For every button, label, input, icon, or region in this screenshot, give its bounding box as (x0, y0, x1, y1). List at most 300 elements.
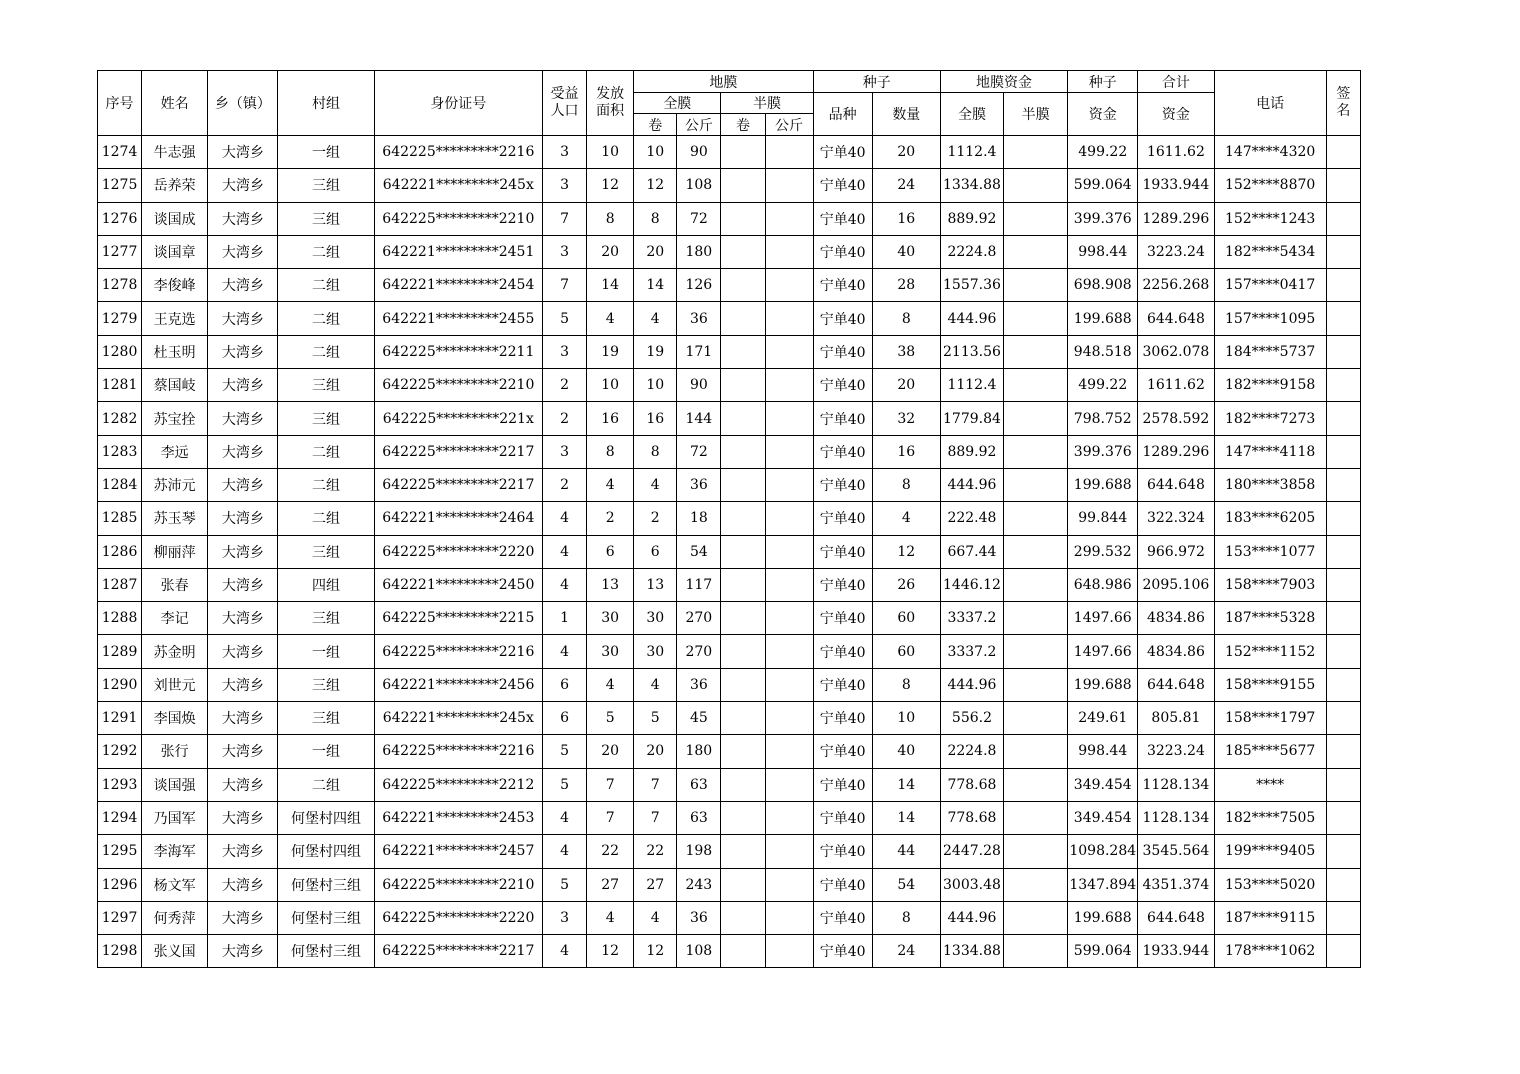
cell-full-fund: 444.96 (940, 468, 1003, 501)
cell-town: 大湾乡 (208, 568, 278, 601)
cell-qty: 8 (872, 668, 940, 701)
cell-town: 大湾乡 (208, 668, 278, 701)
cell-total: 1289.296 (1138, 435, 1214, 468)
cell-id: 642225*********2212 (374, 768, 542, 801)
cell-variety: 宁单40 (813, 535, 872, 568)
cell-name: 杨文军 (142, 868, 208, 901)
header-beneficiaries-text: 受益人口 (550, 86, 579, 119)
cell-seq: 1276 (98, 202, 142, 235)
cell-half-kg (765, 435, 813, 468)
cell-full-kg: 180 (677, 735, 721, 768)
cell-full-roll: 2 (634, 502, 677, 535)
cell-name: 苏宝拴 (142, 402, 208, 435)
header-full-film: 全膜 (634, 93, 721, 114)
cell-full-fund: 1334.88 (940, 169, 1003, 202)
cell-area: 8 (587, 202, 634, 235)
cell-variety: 宁单40 (813, 202, 872, 235)
cell-group: 三组 (278, 535, 374, 568)
cell-people: 7 (543, 269, 587, 302)
cell-group: 二组 (278, 435, 374, 468)
cell-full-kg: 243 (677, 868, 721, 901)
table-row (98, 302, 1361, 335)
cell-half-fund (1004, 302, 1068, 335)
cell-qty: 60 (872, 635, 940, 668)
cell-variety: 宁单40 (813, 369, 872, 402)
cell-name: 牛志强 (142, 136, 208, 169)
cell-area: 12 (587, 935, 634, 968)
cell-full-kg: 270 (677, 602, 721, 635)
cell-seed-fund: 948.518 (1068, 335, 1138, 368)
cell-half-kg (765, 202, 813, 235)
cell-half-kg (765, 568, 813, 601)
cell-seq: 1297 (98, 901, 142, 934)
cell-id: 642225*********2217 (374, 435, 542, 468)
cell-seed-fund: 399.376 (1068, 202, 1138, 235)
cell-name: 谈国强 (142, 768, 208, 801)
cell-qty: 4 (872, 502, 940, 535)
cell-seq: 1294 (98, 801, 142, 834)
cell-full-kg: 36 (677, 901, 721, 934)
cell-area: 10 (587, 369, 634, 402)
cell-seq: 1293 (98, 768, 142, 801)
cell-full-roll: 4 (634, 302, 677, 335)
cell-half-fund (1004, 468, 1068, 501)
cell-total: 2095.106 (1138, 568, 1214, 601)
cell-area: 20 (587, 735, 634, 768)
cell-full-fund: 3003.48 (940, 868, 1003, 901)
cell-full-roll: 30 (634, 635, 677, 668)
cell-full-fund: 222.48 (940, 502, 1003, 535)
cell-half-fund (1004, 502, 1068, 535)
cell-people: 5 (543, 735, 587, 768)
cell-seq: 1295 (98, 835, 142, 868)
cell-full-fund: 2113.56 (940, 335, 1003, 368)
cell-full-fund: 1557.36 (940, 269, 1003, 302)
cell-half-kg (765, 702, 813, 735)
cell-seq: 1289 (98, 635, 142, 668)
table-row (98, 768, 1361, 801)
cell-people: 4 (543, 635, 587, 668)
cell-group: 二组 (278, 302, 374, 335)
cell-half-kg (765, 269, 813, 302)
table-row (98, 835, 1361, 868)
header-seed-fund-top: 种子 (1068, 71, 1138, 93)
cell-full-kg: 198 (677, 835, 721, 868)
cell-seed-fund: 1098.284 (1068, 835, 1138, 868)
cell-qty: 44 (872, 835, 940, 868)
cell-area: 22 (587, 835, 634, 868)
table-row (98, 435, 1361, 468)
header-signature (1326, 71, 1360, 136)
cell-full-roll: 6 (634, 535, 677, 568)
cell-half-fund (1004, 568, 1068, 601)
cell-qty: 38 (872, 335, 940, 368)
cell-variety: 宁单40 (813, 568, 872, 601)
table-row (98, 668, 1361, 701)
header-film: 地膜 (634, 71, 813, 93)
table-row (98, 602, 1361, 635)
header-phone: 电话 (1214, 71, 1326, 136)
cell-group: 二组 (278, 235, 374, 268)
cell-seq: 1290 (98, 668, 142, 701)
cell-people: 4 (543, 502, 587, 535)
cell-id: 642225*********2210 (374, 868, 542, 901)
cell-town: 大湾乡 (208, 868, 278, 901)
cell-half-kg (765, 935, 813, 968)
cell-area: 20 (587, 235, 634, 268)
header-full-film-fund: 全膜 (940, 93, 1003, 136)
cell-full-fund: 556.2 (940, 702, 1003, 735)
cell-town: 大湾乡 (208, 502, 278, 535)
header-township: 乡（镇） (208, 71, 278, 136)
cell-id: 642225*********2216 (374, 635, 542, 668)
cell-full-kg: 90 (677, 369, 721, 402)
cell-group: 何堡村四组 (278, 835, 374, 868)
cell-people: 4 (543, 535, 587, 568)
cell-qty: 16 (872, 435, 940, 468)
cell-phone: 153****5020 (1214, 868, 1326, 901)
cell-full-kg: 63 (677, 801, 721, 834)
cell-phone: 187****5328 (1214, 602, 1326, 635)
cell-sign (1326, 402, 1360, 435)
table-body (98, 136, 1361, 968)
cell-phone: 147****4320 (1214, 136, 1326, 169)
cell-sign (1326, 602, 1360, 635)
cell-qty: 8 (872, 302, 940, 335)
cell-phone: 158****1797 (1214, 702, 1326, 735)
cell-full-fund: 778.68 (940, 801, 1003, 834)
cell-qty: 54 (872, 868, 940, 901)
header-full-kg: 公斤 (677, 114, 721, 136)
cell-town: 大湾乡 (208, 402, 278, 435)
cell-half-fund (1004, 369, 1068, 402)
cell-town: 大湾乡 (208, 302, 278, 335)
cell-full-fund: 889.92 (940, 435, 1003, 468)
cell-id: 642225*********2220 (374, 901, 542, 934)
cell-seq: 1274 (98, 136, 142, 169)
cell-name: 王克选 (142, 302, 208, 335)
cell-variety: 宁单40 (813, 235, 872, 268)
cell-area: 30 (587, 602, 634, 635)
header-area-text: 发放面积 (596, 86, 625, 119)
cell-phone: 182****9158 (1214, 369, 1326, 402)
header-seed: 种子 (813, 71, 940, 93)
cell-full-kg: 90 (677, 136, 721, 169)
cell-half-roll (721, 702, 765, 735)
cell-sign (1326, 535, 1360, 568)
cell-town: 大湾乡 (208, 435, 278, 468)
cell-seed-fund: 648.986 (1068, 568, 1138, 601)
cell-sign (1326, 369, 1360, 402)
cell-sign (1326, 468, 1360, 501)
table-row (98, 868, 1361, 901)
cell-seq: 1286 (98, 535, 142, 568)
cell-area: 6 (587, 535, 634, 568)
cell-name: 苏沛元 (142, 468, 208, 501)
cell-name: 张春 (142, 568, 208, 601)
cell-phone: 182****7505 (1214, 801, 1326, 834)
cell-half-kg (765, 402, 813, 435)
header-film-fund: 地膜资金 (940, 71, 1067, 93)
cell-total: 805.81 (1138, 702, 1214, 735)
cell-full-roll: 7 (634, 768, 677, 801)
cell-full-kg: 180 (677, 235, 721, 268)
table-row (98, 202, 1361, 235)
cell-full-roll: 8 (634, 202, 677, 235)
cell-half-roll (721, 435, 765, 468)
cell-sign (1326, 269, 1360, 302)
cell-half-kg (765, 369, 813, 402)
cell-half-roll (721, 535, 765, 568)
cell-full-kg: 108 (677, 935, 721, 968)
cell-variety: 宁单40 (813, 502, 872, 535)
cell-full-fund: 889.92 (940, 202, 1003, 235)
cell-total: 3223.24 (1138, 735, 1214, 768)
cell-people: 4 (543, 801, 587, 834)
header-half-film: 半膜 (721, 93, 813, 114)
cell-id: 642225*********2210 (374, 369, 542, 402)
cell-full-fund: 2224.8 (940, 235, 1003, 268)
cell-town: 大湾乡 (208, 269, 278, 302)
cell-name: 李海军 (142, 835, 208, 868)
cell-id: 642225*********2217 (374, 468, 542, 501)
cell-full-fund: 778.68 (940, 768, 1003, 801)
cell-group: 何堡村三组 (278, 868, 374, 901)
cell-half-roll (721, 202, 765, 235)
cell-phone: 157****1095 (1214, 302, 1326, 335)
cell-name: 柳丽萍 (142, 535, 208, 568)
cell-area: 27 (587, 868, 634, 901)
table-row (98, 136, 1361, 169)
cell-group: 四组 (278, 568, 374, 601)
cell-name: 谈国成 (142, 202, 208, 235)
cell-qty: 14 (872, 801, 940, 834)
cell-total: 4351.374 (1138, 868, 1214, 901)
cell-area: 12 (587, 169, 634, 202)
cell-half-roll (721, 868, 765, 901)
cell-variety: 宁单40 (813, 169, 872, 202)
header-area (587, 71, 634, 136)
cell-full-roll: 30 (634, 602, 677, 635)
cell-variety: 宁单40 (813, 302, 872, 335)
cell-seed-fund: 499.22 (1068, 136, 1138, 169)
cell-variety: 宁单40 (813, 136, 872, 169)
cell-people: 7 (543, 202, 587, 235)
cell-area: 4 (587, 901, 634, 934)
table-row (98, 801, 1361, 834)
cell-qty: 40 (872, 235, 940, 268)
cell-half-fund (1004, 668, 1068, 701)
cell-half-kg (765, 801, 813, 834)
cell-phone: 182****5434 (1214, 235, 1326, 268)
cell-id: 642221*********2464 (374, 502, 542, 535)
cell-seq: 1287 (98, 568, 142, 601)
cell-half-fund (1004, 935, 1068, 968)
table-row (98, 901, 1361, 934)
cell-total: 1128.134 (1138, 768, 1214, 801)
cell-half-kg (765, 468, 813, 501)
header-half-kg: 公斤 (765, 114, 813, 136)
cell-variety: 宁单40 (813, 335, 872, 368)
cell-total: 966.972 (1138, 535, 1214, 568)
cell-people: 4 (543, 935, 587, 968)
cell-seed-fund: 499.22 (1068, 369, 1138, 402)
cell-half-roll (721, 801, 765, 834)
cell-seq: 1285 (98, 502, 142, 535)
cell-variety: 宁单40 (813, 835, 872, 868)
cell-people: 5 (543, 868, 587, 901)
cell-seed-fund: 199.688 (1068, 668, 1138, 701)
header-variety: 品种 (813, 93, 872, 136)
cell-name: 谈国章 (142, 235, 208, 268)
cell-seed-fund: 998.44 (1068, 235, 1138, 268)
header-quantity: 数量 (872, 93, 940, 136)
cell-town: 大湾乡 (208, 901, 278, 934)
cell-area: 2 (587, 502, 634, 535)
cell-group: 三组 (278, 202, 374, 235)
cell-full-kg: 54 (677, 535, 721, 568)
cell-people: 4 (543, 568, 587, 601)
cell-area: 13 (587, 568, 634, 601)
cell-qty: 28 (872, 269, 940, 302)
cell-phone: 153****1077 (1214, 535, 1326, 568)
cell-total: 1611.62 (1138, 369, 1214, 402)
cell-sign (1326, 868, 1360, 901)
cell-half-fund (1004, 735, 1068, 768)
cell-half-fund (1004, 402, 1068, 435)
cell-seed-fund: 199.688 (1068, 901, 1138, 934)
cell-name: 张义国 (142, 935, 208, 968)
cell-id: 642225*********2220 (374, 535, 542, 568)
cell-qty: 24 (872, 935, 940, 968)
cell-half-kg (765, 668, 813, 701)
cell-full-roll: 19 (634, 335, 677, 368)
cell-sign (1326, 502, 1360, 535)
table-row (98, 568, 1361, 601)
cell-seed-fund: 998.44 (1068, 735, 1138, 768)
cell-people: 5 (543, 302, 587, 335)
cell-variety: 宁单40 (813, 468, 872, 501)
cell-qty: 24 (872, 169, 940, 202)
cell-full-kg: 63 (677, 768, 721, 801)
cell-group: 三组 (278, 369, 374, 402)
cell-full-roll: 27 (634, 868, 677, 901)
cell-full-roll: 14 (634, 269, 677, 302)
cell-half-fund (1004, 635, 1068, 668)
cell-sign (1326, 136, 1360, 169)
cell-seed-fund: 299.532 (1068, 535, 1138, 568)
cell-seq: 1277 (98, 235, 142, 268)
header-id-number: 身份证号 (374, 71, 542, 136)
cell-full-kg: 270 (677, 635, 721, 668)
cell-id: 642221*********2454 (374, 269, 542, 302)
cell-half-roll (721, 335, 765, 368)
cell-sign (1326, 568, 1360, 601)
cell-half-fund (1004, 602, 1068, 635)
cell-full-fund: 1112.4 (940, 369, 1003, 402)
cell-id: 642221*********245x (374, 169, 542, 202)
cell-area: 4 (587, 668, 634, 701)
cell-variety: 宁单40 (813, 402, 872, 435)
cell-area: 14 (587, 269, 634, 302)
cell-full-roll: 5 (634, 702, 677, 735)
cell-town: 大湾乡 (208, 735, 278, 768)
cell-qty: 32 (872, 402, 940, 435)
cell-seed-fund: 1347.894 (1068, 868, 1138, 901)
cell-phone: 158****7903 (1214, 568, 1326, 601)
cell-area: 7 (587, 801, 634, 834)
cell-group: 三组 (278, 169, 374, 202)
cell-qty: 40 (872, 735, 940, 768)
cell-sign (1326, 335, 1360, 368)
cell-full-kg: 36 (677, 668, 721, 701)
cell-id: 642225*********2216 (374, 136, 542, 169)
cell-phone: 152****1152 (1214, 635, 1326, 668)
cell-name: 乃国军 (142, 801, 208, 834)
cell-name: 岳养荣 (142, 169, 208, 202)
cell-phone: 199****9405 (1214, 835, 1326, 868)
cell-half-roll (721, 302, 765, 335)
cell-name: 李记 (142, 602, 208, 635)
cell-full-roll: 12 (634, 169, 677, 202)
cell-full-roll: 10 (634, 136, 677, 169)
header-seq: 序号 (98, 71, 142, 136)
cell-half-roll (721, 169, 765, 202)
cell-half-kg (765, 335, 813, 368)
cell-id: 642221*********2451 (374, 235, 542, 268)
cell-total: 3545.564 (1138, 835, 1214, 868)
cell-full-fund: 3337.2 (940, 635, 1003, 668)
cell-sign (1326, 435, 1360, 468)
cell-total: 644.648 (1138, 668, 1214, 701)
cell-area: 4 (587, 468, 634, 501)
cell-half-roll (721, 369, 765, 402)
table-row (98, 235, 1361, 268)
cell-half-fund (1004, 768, 1068, 801)
cell-half-kg (765, 235, 813, 268)
cell-id: 642225*********2215 (374, 602, 542, 635)
cell-people: 3 (543, 901, 587, 934)
cell-people: 3 (543, 136, 587, 169)
cell-total: 4834.86 (1138, 602, 1214, 635)
cell-half-fund (1004, 535, 1068, 568)
table-row (98, 402, 1361, 435)
cell-phone: **** (1214, 768, 1326, 801)
cell-sign (1326, 768, 1360, 801)
cell-people: 2 (543, 468, 587, 501)
cell-people: 1 (543, 602, 587, 635)
cell-area: 7 (587, 768, 634, 801)
table-row (98, 735, 1361, 768)
cell-full-roll: 4 (634, 668, 677, 701)
cell-sign (1326, 735, 1360, 768)
cell-seq: 1282 (98, 402, 142, 435)
cell-total: 1128.134 (1138, 801, 1214, 834)
header-half-roll: 卷 (721, 114, 765, 136)
cell-seq: 1284 (98, 468, 142, 501)
cell-full-roll: 22 (634, 835, 677, 868)
cell-half-kg (765, 901, 813, 934)
cell-full-kg: 72 (677, 435, 721, 468)
cell-id: 642221*********2457 (374, 835, 542, 868)
cell-full-fund: 1334.88 (940, 935, 1003, 968)
cell-seed-fund: 698.908 (1068, 269, 1138, 302)
cell-name: 何秀萍 (142, 901, 208, 934)
header-total-bottom: 资金 (1138, 93, 1214, 136)
cell-variety: 宁单40 (813, 868, 872, 901)
cell-town: 大湾乡 (208, 835, 278, 868)
header-full-roll: 卷 (634, 114, 677, 136)
